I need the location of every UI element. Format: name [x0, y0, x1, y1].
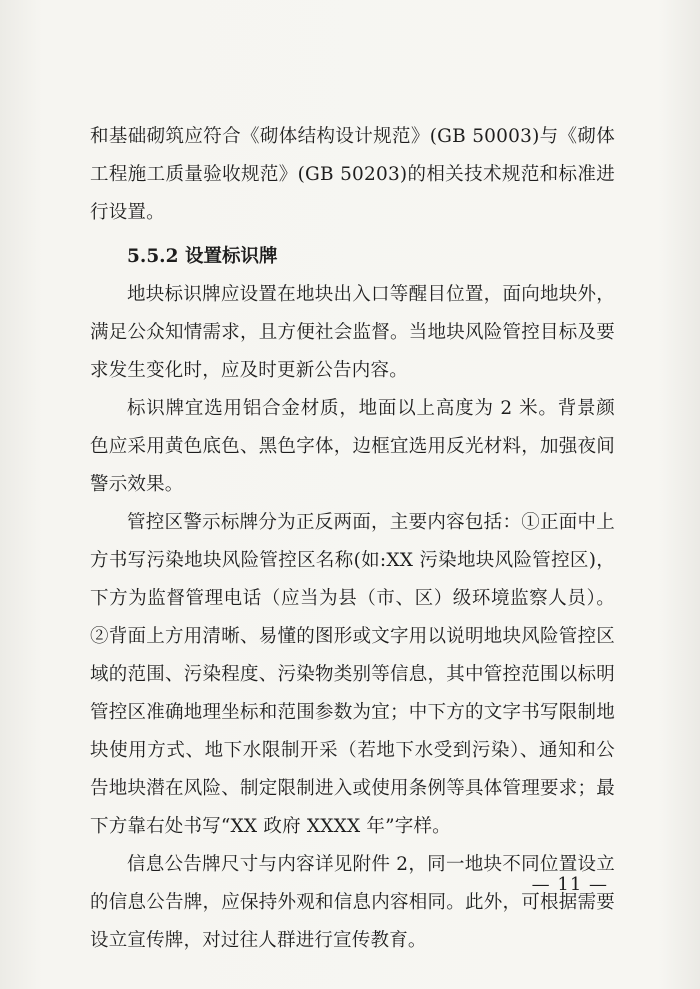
page-number: — 11 —	[531, 874, 608, 895]
intro-paragraph: 和基础砌筑应符合《砌体结构设计规范》(GB 50003)与《砌体工程施工质量验收规范》(GB 50203)的相关技术规范和标准进行设置。	[90, 126, 615, 223]
paragraph-warning-sign: 管控区警示标牌分为正反两面，主要内容包括：①正面中上方书写污染地块风险管控区名称(如:XX 污染地块风险管控区)，下方为监督管理电话（应当为县（市、区）级环境监察人员）。②背面上方用清晰、易懂的图形或文字用以说明地块风险管控区域的范围、污染程度、污染物类别等信息，其中管控范围以标明管控区准确地理坐标和范围参数为宜；中下方的文字书写限制地块使用方式、地下水限制开采（若地下水受到污染）、通知和公告地块潜在风险、制定限制进入或使用条例等具体管理要求；最下方靠右处书写“XX 政府 XXXX 年”字样。	[90, 512, 615, 837]
document-body	[90, 118, 615, 960]
section-heading	[90, 238, 615, 276]
paragraph-sign-location: 地块标识牌应设置在地块出入口等醒目位置，面向地块外，满足公众知情需求，且方便社会监督。当地块风险管控目标及要求发生变化时，应及时更新公告内容。	[90, 284, 615, 381]
paragraph-notice-board: 信息公告牌尺寸与内容详见附件 2，同一地块不同位置设立的信息公告牌，应保持外观和信息内容相同。此外，可根据需要设立宣传牌，对过往人群进行宣传教育。	[90, 854, 615, 951]
section-title: 设置标识牌	[184, 246, 278, 267]
section-number: 5.5.2	[127, 246, 179, 267]
paragraph-sign-material: 标识牌宜选用铝合金材质，地面以上高度为 2 米。背景颜色应采用黄色底色、黑色字体，边框宜选用反光材料，加强夜间警示效果。	[90, 398, 615, 495]
